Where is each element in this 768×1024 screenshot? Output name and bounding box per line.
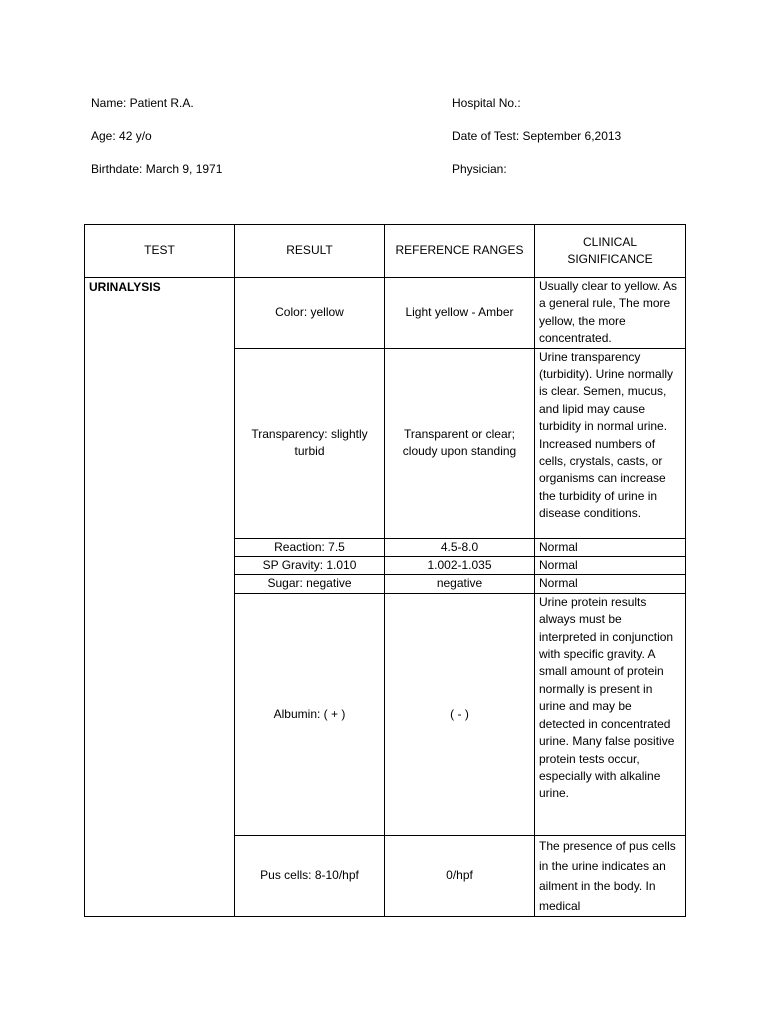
test-group-urinalysis: URINALYSIS (85, 278, 235, 917)
result-cell: Sugar: negative (235, 575, 385, 593)
significance-cell: Usually clear to yellow. As a general rule, The more yellow, the more concentrated. (535, 278, 686, 349)
reference-cell: 1.002-1.035 (385, 557, 535, 575)
reference-cell: negative (385, 575, 535, 593)
table-row (85, 278, 686, 349)
result-cell: Albumin: ( + ) (235, 593, 385, 835)
column-header-reference: REFERENCE RANGES (385, 225, 535, 278)
reference-cell: Light yellow - Amber (385, 278, 535, 349)
column-header-test: TEST (85, 225, 235, 278)
reference-cell: 0/hpf (385, 835, 535, 916)
result-cell: Pus cells: 8-10/hpf (235, 835, 385, 916)
result-cell: Reaction: 7.5 (235, 538, 385, 556)
reference-cell: Transparent or clear; cloudy upon standing (385, 348, 535, 538)
patient-birthdate: Birthdate: March 9, 1971 (91, 162, 223, 176)
reference-cell: ( - ) (385, 593, 535, 835)
patient-age: Age: 42 y/o (91, 129, 152, 143)
column-header-result: RESULT (235, 225, 385, 278)
significance-cell: Urine protein results always must be interpreted in conjunction with specific gravity. A small amount of protein normally is present in urine and may be detected in concentrated urine. Many false positive protein tests occur, especially with alkaline urine. (535, 593, 686, 835)
hospital-number: Hospital No.: (452, 96, 521, 110)
result-cell: Color: yellow (235, 278, 385, 349)
physician: Physician: (452, 162, 507, 176)
reference-cell: 4.5-8.0 (385, 538, 535, 556)
significance-cell: Normal (535, 575, 686, 593)
column-header-significance: CLINICAL SIGNIFICANCE (535, 225, 686, 278)
result-cell: Transparency: slightly turbid (235, 348, 385, 538)
result-cell: SP Gravity: 1.010 (235, 557, 385, 575)
test-date: Date of Test: September 6,2013 (452, 129, 622, 143)
table-header-row (85, 225, 686, 278)
significance-cell: Normal (535, 557, 686, 575)
significance-cell: The presence of pus cells in the urine indicates an ailment in the body. In medical (535, 835, 686, 916)
lab-results-table (84, 224, 686, 917)
significance-cell: Normal (535, 538, 686, 556)
significance-cell: Urine transparency (turbidity). Urine normally is clear. Semen, mucus, and lipid may cause turbidity in normal urine. Increased numbers of cells, crystals, casts, or organisms can increase the turbidity of urine in disease conditions. (535, 348, 686, 538)
patient-name: Name: Patient R.A. (91, 96, 194, 110)
